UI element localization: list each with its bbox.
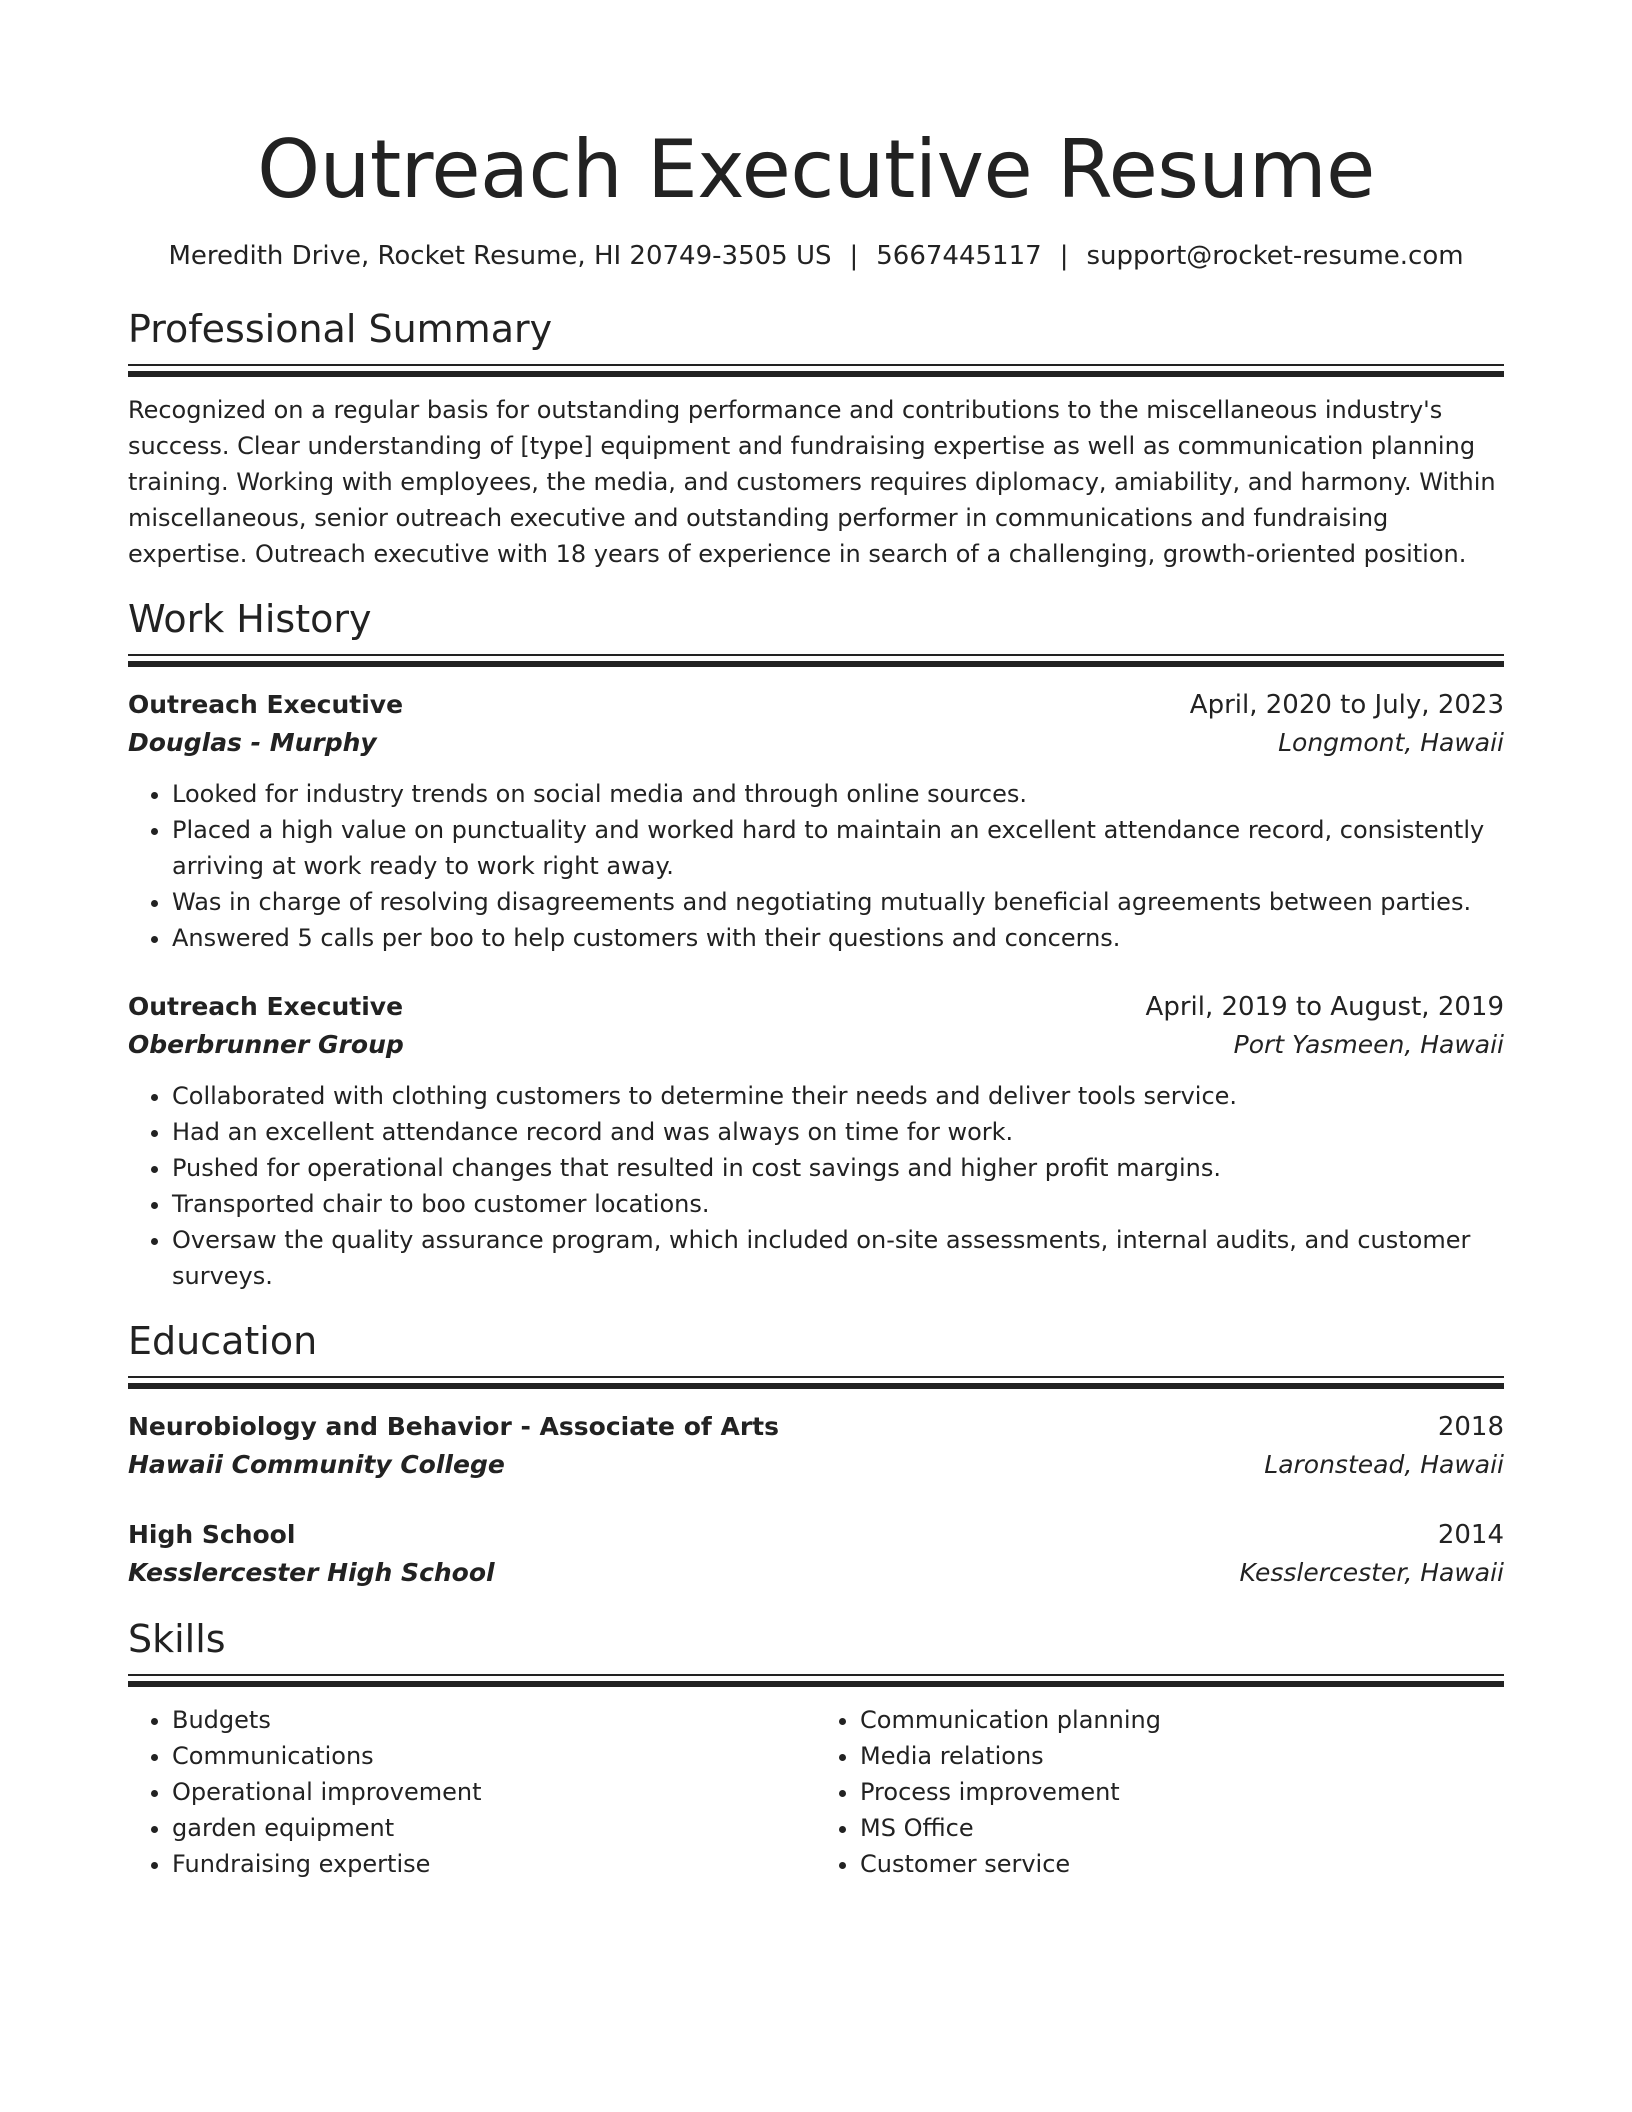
job-entry [128, 686, 1504, 956]
skills-section [128, 1614, 1504, 1882]
job-header-row [128, 686, 1504, 724]
contact-separator: | [849, 241, 859, 271]
job-bullet: • Oversaw the quality assurance program, which included on-site assessments, internal audits, and customer surveys. [172, 1222, 1504, 1294]
job-bullet: • Had an excellent attendance record and was always on time for work. [172, 1114, 1504, 1150]
work-history-section [128, 594, 1504, 1294]
education-degree: Neurobiology and Behavior - Associate of Arts [128, 1412, 779, 1441]
job-title: Outreach Executive [128, 690, 404, 719]
job-bullet: • Answered 5 calls per boo to help customers with their questions and concerns. [172, 920, 1504, 956]
job-company: Oberbrunner Group [128, 1030, 404, 1059]
education-school-row [128, 1446, 1504, 1484]
job-org-row [128, 1026, 1504, 1064]
skills-column-left [128, 1702, 816, 1882]
job-dates: April, 2020 to July, 2023 [1189, 690, 1504, 720]
job-dates: April, 2019 to August, 2019 [1145, 992, 1504, 1022]
section-heading: Skills [128, 1617, 226, 1661]
skill-item: • Budgets [172, 1702, 816, 1738]
skill-item: • garden equipment [172, 1810, 816, 1846]
education-year: 2018 [1437, 1412, 1504, 1442]
resume-page [128, 0, 1504, 1882]
skill-item: • Operational improvement [172, 1774, 816, 1810]
contact-phone: 5667445117 [876, 241, 1042, 271]
job-org-row [128, 724, 1504, 762]
education-year: 2014 [1437, 1520, 1504, 1550]
summary-section [128, 304, 1504, 572]
job-entry [128, 988, 1504, 1294]
education-location: Laronstead, Hawaii [1264, 1450, 1504, 1479]
job-bullet: • Pushed for operational changes that resulted in cost savings and higher profit margins. [172, 1150, 1504, 1186]
skills-list [816, 1702, 1504, 1882]
education-school: Hawaii Community College [128, 1450, 505, 1479]
job-bullet: • Looked for industry trends on social media and through online sources. [172, 776, 1504, 812]
job-bullet: • Collaborated with clothing customers to determine their needs and deliver tools service. [172, 1078, 1504, 1114]
section-heading: Professional Summary [128, 307, 553, 351]
section-divider [128, 1674, 1504, 1688]
section-divider [128, 1376, 1504, 1390]
job-location: Port Yasmeen, Hawaii [1233, 1030, 1504, 1059]
job-bullet: • Transported chair to boo customer locations. [172, 1186, 1504, 1222]
contact-address: Meredith Drive, Rocket Resume, HI 20749-3505 US [168, 241, 832, 271]
skill-item: • Customer service [860, 1846, 1504, 1882]
skill-item: • Communications [172, 1738, 816, 1774]
job-location: Longmont, Hawaii [1278, 728, 1504, 757]
summary-text: Recognized on a regular basis for outstanding performance and contributions to the miscellaneous industry's success. Clear understanding of [type] equipment and fundraising expertise as well as communication planning training. Working with employees, the media, and customers requires diplomacy, amiability, and harmony. Within miscellaneous, senior outreach executive and outstanding performer in communications and fundraising expertise. Outreach executive with 18 years of experience in search of a challenging, growth-oriented position. [128, 396, 1496, 568]
education-school: Kesslercester High School [128, 1558, 495, 1587]
section-divider [128, 654, 1504, 668]
skills-grid [128, 1702, 1504, 1882]
education-section [128, 1316, 1504, 1592]
contact-line [128, 238, 1504, 274]
contact-separator: | [1059, 241, 1069, 271]
skill-item: • Process improvement [860, 1774, 1504, 1810]
education-entry [128, 1408, 1504, 1484]
education-degree: High School [128, 1520, 296, 1549]
skill-item: • Media relations [860, 1738, 1504, 1774]
education-entry [128, 1516, 1504, 1592]
skills-list [128, 1702, 816, 1882]
job-bullet: • Was in charge of resolving disagreements and negotiating mutually beneficial agreements between parties. [172, 884, 1504, 920]
skills-column-right [816, 1702, 1504, 1882]
education-header-row [128, 1408, 1504, 1446]
job-company: Douglas - Murphy [128, 728, 377, 757]
job-bullets [128, 776, 1504, 956]
contact-email: support@rocket-resume.com [1086, 241, 1464, 271]
job-header-row [128, 988, 1504, 1026]
education-header-row [128, 1516, 1504, 1554]
job-bullets [128, 1078, 1504, 1294]
skill-item: • Communication planning [860, 1702, 1504, 1738]
education-school-row [128, 1554, 1504, 1592]
education-location: Kesslercester, Hawaii [1239, 1558, 1504, 1587]
skill-item: • MS Office [860, 1810, 1504, 1846]
job-bullet: • Placed a high value on punctuality and worked hard to maintain an excellent attendance record, consistently arriving at work ready to work right away. [172, 812, 1504, 884]
job-title: Outreach Executive [128, 992, 404, 1021]
resume-title: Outreach Executive Resume [257, 123, 1375, 216]
section-heading: Education [128, 1319, 318, 1363]
section-divider [128, 364, 1504, 378]
skill-item: • Fundraising expertise [172, 1846, 816, 1882]
section-heading: Work History [128, 597, 372, 641]
